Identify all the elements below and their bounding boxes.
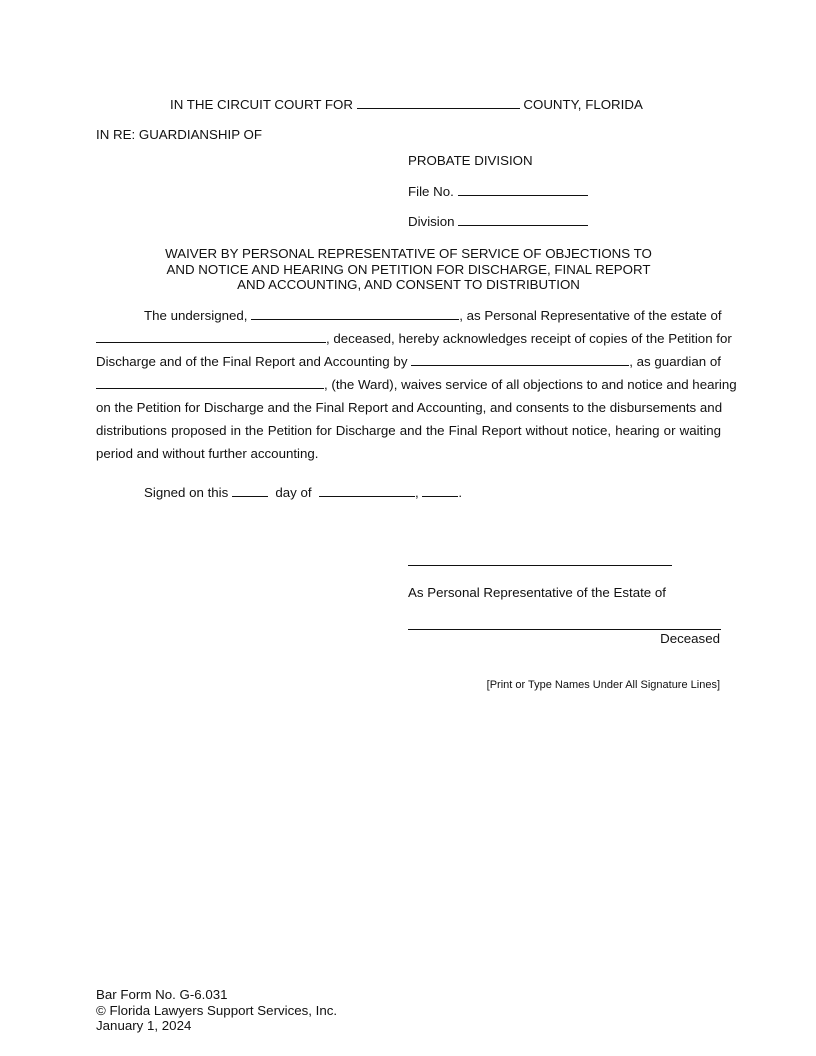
signature-line[interactable] (408, 565, 672, 566)
title-line: AND NOTICE AND HEARING ON PETITION FOR DISCHARGE, FINAL REPORT (166, 261, 651, 277)
estate-name-line[interactable] (408, 629, 721, 630)
form-footer (96, 987, 337, 1034)
deceased-label: Deceased (660, 631, 720, 646)
personal-representative-field[interactable] (251, 308, 459, 320)
division-field[interactable] (458, 214, 588, 226)
signed-date-row: Signed on this day of , . (144, 485, 463, 500)
probate-division: PROBATE DIVISION (408, 153, 533, 168)
form-title (96, 246, 721, 293)
title-line: WAIVER BY PERSONAL REPRESENTATIVE OF SERVICE OF OBJECTIONS TO (165, 246, 652, 261)
form-date: January 1, 2024 (96, 1018, 192, 1033)
body-line-3: Discharge and of the Final Report and Accounting by , as guardian of (96, 354, 721, 369)
pr-estate-label: As Personal Representative of the Estate of (408, 585, 666, 600)
file-no-row (408, 184, 588, 200)
day-field[interactable] (232, 485, 268, 497)
body-line-4: , (the Ward), waives service of all objections to and notice and hearing (96, 377, 721, 393)
body-line-2: , deceased, hereby acknowledges receipt of copies of the Petition for (96, 331, 721, 347)
year-field[interactable] (422, 485, 458, 497)
body-line-7: period and without further accounting. (96, 446, 319, 461)
county-field[interactable] (357, 97, 520, 109)
court-caption (170, 97, 643, 113)
division-label: Division (408, 214, 455, 229)
body-line-5: on the Petition for Discharge and the Final Report and Accounting, and consents to the disbursements and (96, 400, 723, 415)
in-re-heading: IN RE: GUARDIANSHIP OF (96, 127, 262, 142)
court-prefix: IN THE CIRCUIT COURT FOR (170, 97, 353, 112)
court-suffix: COUNTY, FLORIDA (523, 97, 643, 112)
copyright-line: © Florida Lawyers Support Services, Inc. (96, 1002, 338, 1018)
bar-form-number: Bar Form No. G-6.031 (96, 987, 228, 1002)
file-no-label: File No. (408, 184, 454, 199)
division-row (408, 214, 588, 230)
ward-name-field[interactable] (96, 377, 324, 389)
decedent-name-field[interactable] (96, 331, 326, 343)
body-line-6: distributions proposed in the Petition for Discharge and the Final Report without notice, hearing or waiting (96, 423, 721, 438)
month-field[interactable] (319, 485, 415, 497)
title-line: AND ACCOUNTING, AND CONSENT TO DISTRIBUTION (237, 277, 580, 292)
body-line-1: The undersigned, , as Personal Representative of the estate of (144, 308, 722, 323)
file-no-field[interactable] (458, 184, 588, 196)
print-names-note: [Print or Type Names Under All Signature Lines] (486, 679, 720, 691)
guardian-name-field[interactable] (411, 354, 629, 366)
